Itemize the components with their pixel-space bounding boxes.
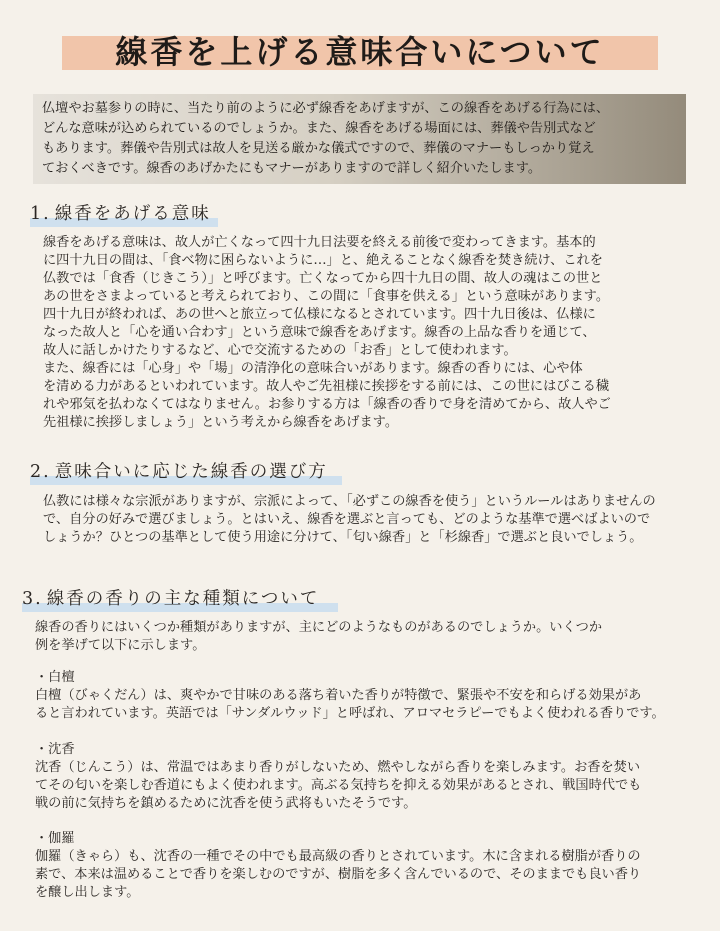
intro-line: 仏壇やお墓参りの時に、当たり前のように必ず線香をあげますが、この線香をあげる行為には、 bbox=[42, 101, 610, 116]
section-number: 3. bbox=[22, 589, 43, 609]
paragraph-line: 戦の前に気持ちを鎮めるために沈香を使う武将もいたそうです。 bbox=[35, 796, 417, 811]
paragraph-line: 仏教には様々な宗派がありますが、宗派によって、「必ずこの線香を使う」というルールはありませんの bbox=[43, 494, 656, 509]
intro-line: もあります。葬儀や告別式は故人を見送る厳かな儀式ですので、葬儀のマナーもしっかり覚え bbox=[42, 141, 595, 156]
incense-type-body bbox=[35, 848, 641, 902]
incense-type-body bbox=[35, 687, 665, 723]
paragraph-line: 四十九日が終われば、あの世へと旅立って仏様になるとされています。四十九日後は、仏様に bbox=[43, 307, 596, 322]
paragraph-line: 白檀（びゃくだん）は、爽やかで甘味のある落ち着いた香りが特徴で、緊張や不安を和らげる効果があ bbox=[35, 688, 642, 703]
intro-line: どんな意味が込められているのでしょうか。また、線香をあげる場面には、葬儀や告別式など bbox=[42, 121, 596, 136]
paragraph-line: で、自分の好みで選びましょう。とはいえ、線香を選ぶと言っても、どのような基準で選べばよいので bbox=[43, 512, 651, 527]
incense-type-heading: ・伽羅 bbox=[35, 831, 75, 846]
paragraph-line: に四十九日の間は、「食べ物に困らないように…」と、絶えることなく線香を焚き続け、これを bbox=[43, 253, 603, 268]
paragraph-line: 沈香（じんこう）は、常温ではあまり香りがしないため、燃やしながら香りを楽しみます。お香を焚い bbox=[35, 760, 641, 775]
intro-text bbox=[42, 99, 682, 179]
section-1-body bbox=[43, 234, 611, 432]
page-title: 線香を上げる意味合いについて bbox=[115, 33, 605, 71]
paragraph-line: また、線香には「心身」や「場」の清浄化の意味合いがあります。線香の香りには、心や体 bbox=[43, 361, 583, 376]
paragraph-line: を醸し出します。 bbox=[35, 885, 140, 900]
section-heading-2 bbox=[30, 458, 328, 483]
paragraph-line: なった故人と「心を通い合わす」という意味で線香をあげます。線香の上品な香りを通じて、 bbox=[43, 325, 596, 340]
paragraph-line: ると言われています。英語では「サンダルウッド」と呼ばれ、アロマセラピーでもよく使われる香りです。 bbox=[35, 706, 665, 721]
section-3-body bbox=[35, 619, 602, 655]
paragraph-line: 素で、本来は温めることで香りを楽しむのですが、樹脂を多く含んでいるので、そのままでも良い香り bbox=[35, 867, 642, 882]
section-title: 線香の香りの主な種類について bbox=[46, 589, 320, 609]
paragraph-line: 仏教では「食香（じきこう）」と呼びます。亡くなってから四十九日の間、故人の魂はこの世と bbox=[43, 271, 603, 286]
paragraph-line: 故人に話しかけたりするなど、心で交流するための「お香」として使われます。 bbox=[43, 343, 517, 358]
intro-line: ておくべきです。線香のあげかたにもマナーがありますので詳しく紹介いたします。 bbox=[42, 161, 542, 176]
section-heading-3 bbox=[22, 585, 319, 610]
section-number: 2. bbox=[30, 462, 51, 482]
paragraph-line: しょうか？ひとつの基準として使う用途に分けて、「匂い線香」と「杉線香」で選ぶと良いでしょう。 bbox=[43, 530, 643, 545]
incense-type-body bbox=[35, 759, 641, 813]
paragraph-line: あの世をさまよっていると考えられており、この間に「食事を供える」という意味があります。 bbox=[43, 289, 610, 304]
incense-type-heading: ・沈香 bbox=[35, 742, 75, 757]
paragraph-line: れや邪気を払わなくてはなりません。お参りする方は「線香の香りで身を清めてから、故人やご bbox=[43, 397, 611, 412]
incense-type-heading: ・白檀 bbox=[35, 670, 75, 685]
paragraph-line: を清める力があるといわれています。故人やご先祖様に挨拶をする前には、この世にはびこる穢 bbox=[43, 379, 610, 394]
section-number: 1. bbox=[30, 204, 51, 224]
section-title: 意味合いに応じた線香の選び方 bbox=[54, 462, 328, 482]
paragraph-line: 先祖様に挨拶しましょう」という考えから線香をあげます。 bbox=[43, 415, 399, 430]
paragraph-line: 線香の香りにはいくつか種類がありますが、主にどのようなものがあるのでしょうか。いくつか bbox=[35, 620, 603, 635]
paragraph-line: 例を挙げて以下に示します。 bbox=[35, 638, 206, 653]
section-heading-1 bbox=[30, 200, 211, 225]
paragraph-line: 伽羅（きゃら）も、沈香の一種でその中でも最高級の香りとされています。木に含まれる樹脂が香りの bbox=[35, 849, 641, 864]
paragraph-line: 線香をあげる意味は、故人が亡くなって四十九日法要を終える前後で変わってきます。基本的 bbox=[43, 235, 596, 250]
section-2-body bbox=[43, 493, 656, 547]
paragraph-line: てその匂いを楽しむ香道にもよく使われます。高ぶる気持ちを抑える効果があるとされ、戦国時代でも bbox=[35, 778, 642, 793]
section-title: 線香をあげる意味 bbox=[54, 204, 211, 224]
